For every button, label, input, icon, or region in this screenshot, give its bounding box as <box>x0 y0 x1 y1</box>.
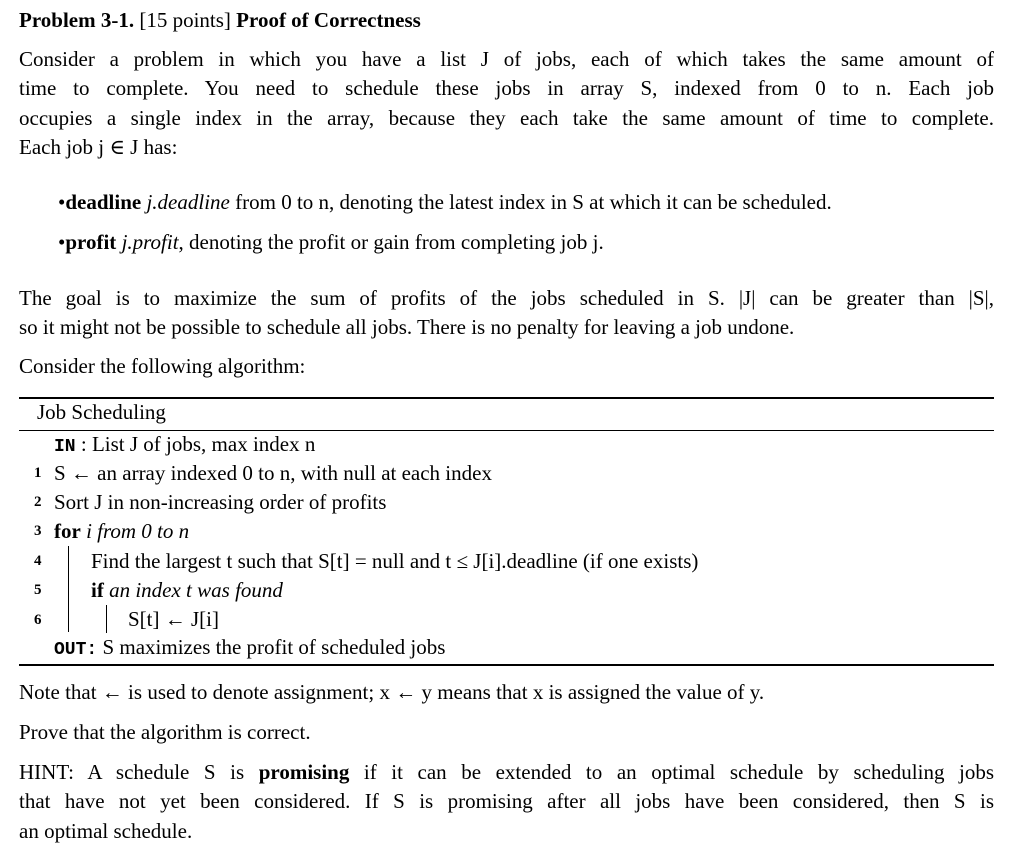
bullet-text: , denoting the profit or gain from completing job j. <box>178 230 604 254</box>
intro-line: Each job j ∈ J has: <box>19 134 178 159</box>
hint-paragraph <box>19 758 994 846</box>
line-number: 4 <box>34 553 42 569</box>
algorithm-line-1: S ← an array indexed 0 to n, with null at each index <box>54 461 492 485</box>
for-keyword: for <box>54 519 81 543</box>
if-keyword: if <box>91 578 104 602</box>
hint-rest: if it can be extended to an optimal schedule by scheduling jobs <box>363 760 995 784</box>
hint-term: promising <box>258 760 350 784</box>
bullet-term: profit <box>65 230 117 254</box>
bullet-deadline <box>58 188 832 217</box>
problem-label: Problem 3-1. <box>19 8 135 32</box>
algorithm-input <box>54 430 315 462</box>
line-number: 1 <box>34 465 42 481</box>
goal-line: The goal is to maximize the sum of profits of the jobs scheduled in S. |J| can be greater than |S|, <box>19 286 994 310</box>
intro-paragraph <box>19 45 994 162</box>
algorithm-line-2: Sort J in non-increasing order of profits <box>54 490 387 514</box>
in-keyword: IN <box>54 437 76 457</box>
hint-line: an optimal schedule. <box>19 818 193 843</box>
for-block-bar <box>68 546 69 632</box>
note-text: Note that ← is used to denote assignment; x ← y means that x is assigned the value of y. <box>19 680 765 704</box>
bullet-dot-icon: • <box>58 190 66 214</box>
if-block-bar <box>106 605 107 633</box>
bullet-math: j.profit <box>121 230 179 254</box>
hint-line: that have not yet been considered. If S is promising after all jobs have been considered, then S is <box>19 789 994 814</box>
algorithm-line-6: S[t] ← J[i] <box>128 607 219 631</box>
intro-line: time to complete. You need to schedule these jobs in array S, indexed from 0 to n. Each job <box>19 76 994 101</box>
problem-header <box>19 6 421 35</box>
bullet-profit <box>58 228 604 257</box>
line-number: 6 <box>34 612 42 628</box>
algorithm-line-3 <box>54 517 189 546</box>
hint-prefix: HINT: A schedule S is <box>19 760 245 784</box>
algorithm-title: Job Scheduling <box>37 400 166 424</box>
goal-paragraph <box>19 284 994 343</box>
for-condition: i from 0 to n <box>86 519 190 543</box>
consider-text: Consider the following algorithm: <box>19 354 306 378</box>
goal-line: so it might not be possible to schedule all jobs. There is no penalty for leaving a job undone. <box>19 315 795 340</box>
algorithm-bottom-rule <box>19 664 994 666</box>
out-keyword: OUT: <box>54 640 98 660</box>
bullet-dot-icon: • <box>58 230 66 254</box>
bullet-term: deadline <box>65 190 142 214</box>
algorithm-line-4: Find the largest t such that S[t] = null and t ≤ J[i].deadline (if one exists) <box>91 549 699 573</box>
out-text: S maximizes the profit of scheduled jobs <box>102 635 446 659</box>
algorithm-line-5 <box>91 576 283 605</box>
prove-text: Prove that the algorithm is correct. <box>19 720 311 744</box>
hint-line <box>19 758 994 787</box>
line-number: 3 <box>34 523 42 539</box>
if-condition: an index t was found <box>109 578 283 602</box>
line-number: 2 <box>34 494 42 510</box>
problem-points: [15 points] <box>139 8 231 32</box>
problem-title: Proof of Correctness <box>236 8 421 32</box>
intro-line: occupies a single index in the array, because they each take the same amount of time to complete. <box>19 105 994 130</box>
bullet-math: j.deadline <box>146 190 230 214</box>
intro-line: Consider a problem in which you have a list J of jobs, each of which takes the same amount of <box>19 47 994 71</box>
bullet-text: from 0 to n, denoting the latest index in S at which it can be scheduled. <box>235 190 832 214</box>
algorithm-output <box>54 633 445 665</box>
line-number: 5 <box>34 582 42 598</box>
in-text: : List J of jobs, max index n <box>80 432 316 456</box>
